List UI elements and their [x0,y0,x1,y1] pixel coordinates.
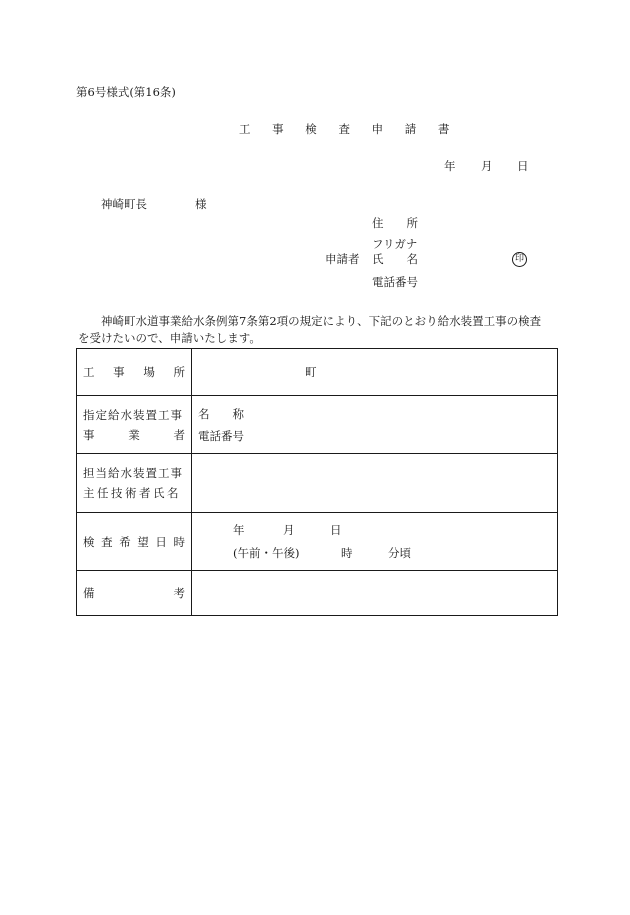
contractor-name-label: 名 称 [198,407,244,421]
datetime-month: 月 [283,523,295,537]
address-label: 住 所 [372,216,418,230]
field-construction-site[interactable] [192,349,558,396]
town-suffix: 町 [305,365,317,379]
contractor-phone-label: 電話番号 [198,429,244,443]
table-row-contractor [77,396,558,454]
label-construction-site: 工 事 場 所 [77,349,192,396]
date-month: 月 [481,159,493,173]
form-title: 工 事 検 査 申 請 書 [239,122,459,136]
field-remarks[interactable] [192,571,558,616]
datetime-ampm: (午前・午後) [233,546,300,560]
label-chief-engineer: 担当給水装置工事 主任技術者氏名 [77,454,192,513]
furigana-label: フリガナ [372,237,418,251]
name-label: 氏 名 [372,252,418,266]
label-remarks: 備 考 [77,571,192,616]
seal-icon: 印 [512,252,527,267]
date-year: 年 [444,159,456,173]
addressee-honorific: 様 [195,197,207,211]
table-row-remarks [77,571,558,616]
body-text-line2: を受けたいので、申請いたします。 [78,331,261,345]
field-contractor[interactable] [192,396,558,454]
form-number: 第6号様式(第16条) [76,85,176,99]
table-row-chief-engineer [77,454,558,513]
applicant-label: 申請者 [325,252,360,266]
label-contractor: 指定給水装置工事 事 業 者 [77,396,192,454]
field-inspection-datetime[interactable] [192,513,558,571]
datetime-minute: 分頃 [388,546,411,560]
phone-label: 電話番号 [372,275,418,289]
body-text-line1: 神崎町水道事業給水条例第7条第2項の規定により、下記のとおり給水装置工事の検査 [101,314,542,328]
seal-mark [512,252,527,267]
datetime-year: 年 [233,523,245,537]
inspection-table [76,348,558,616]
field-chief-engineer[interactable] [192,454,558,513]
label-inspection-datetime: 検 査 希 望 日 時 [77,513,192,571]
table-row-inspection-datetime [77,513,558,571]
addressee-name: 神崎町長 [101,197,147,211]
datetime-day: 日 [330,523,342,537]
table-row-construction-site [77,349,558,396]
date-day: 日 [517,159,529,173]
datetime-hour: 時 [341,546,353,560]
